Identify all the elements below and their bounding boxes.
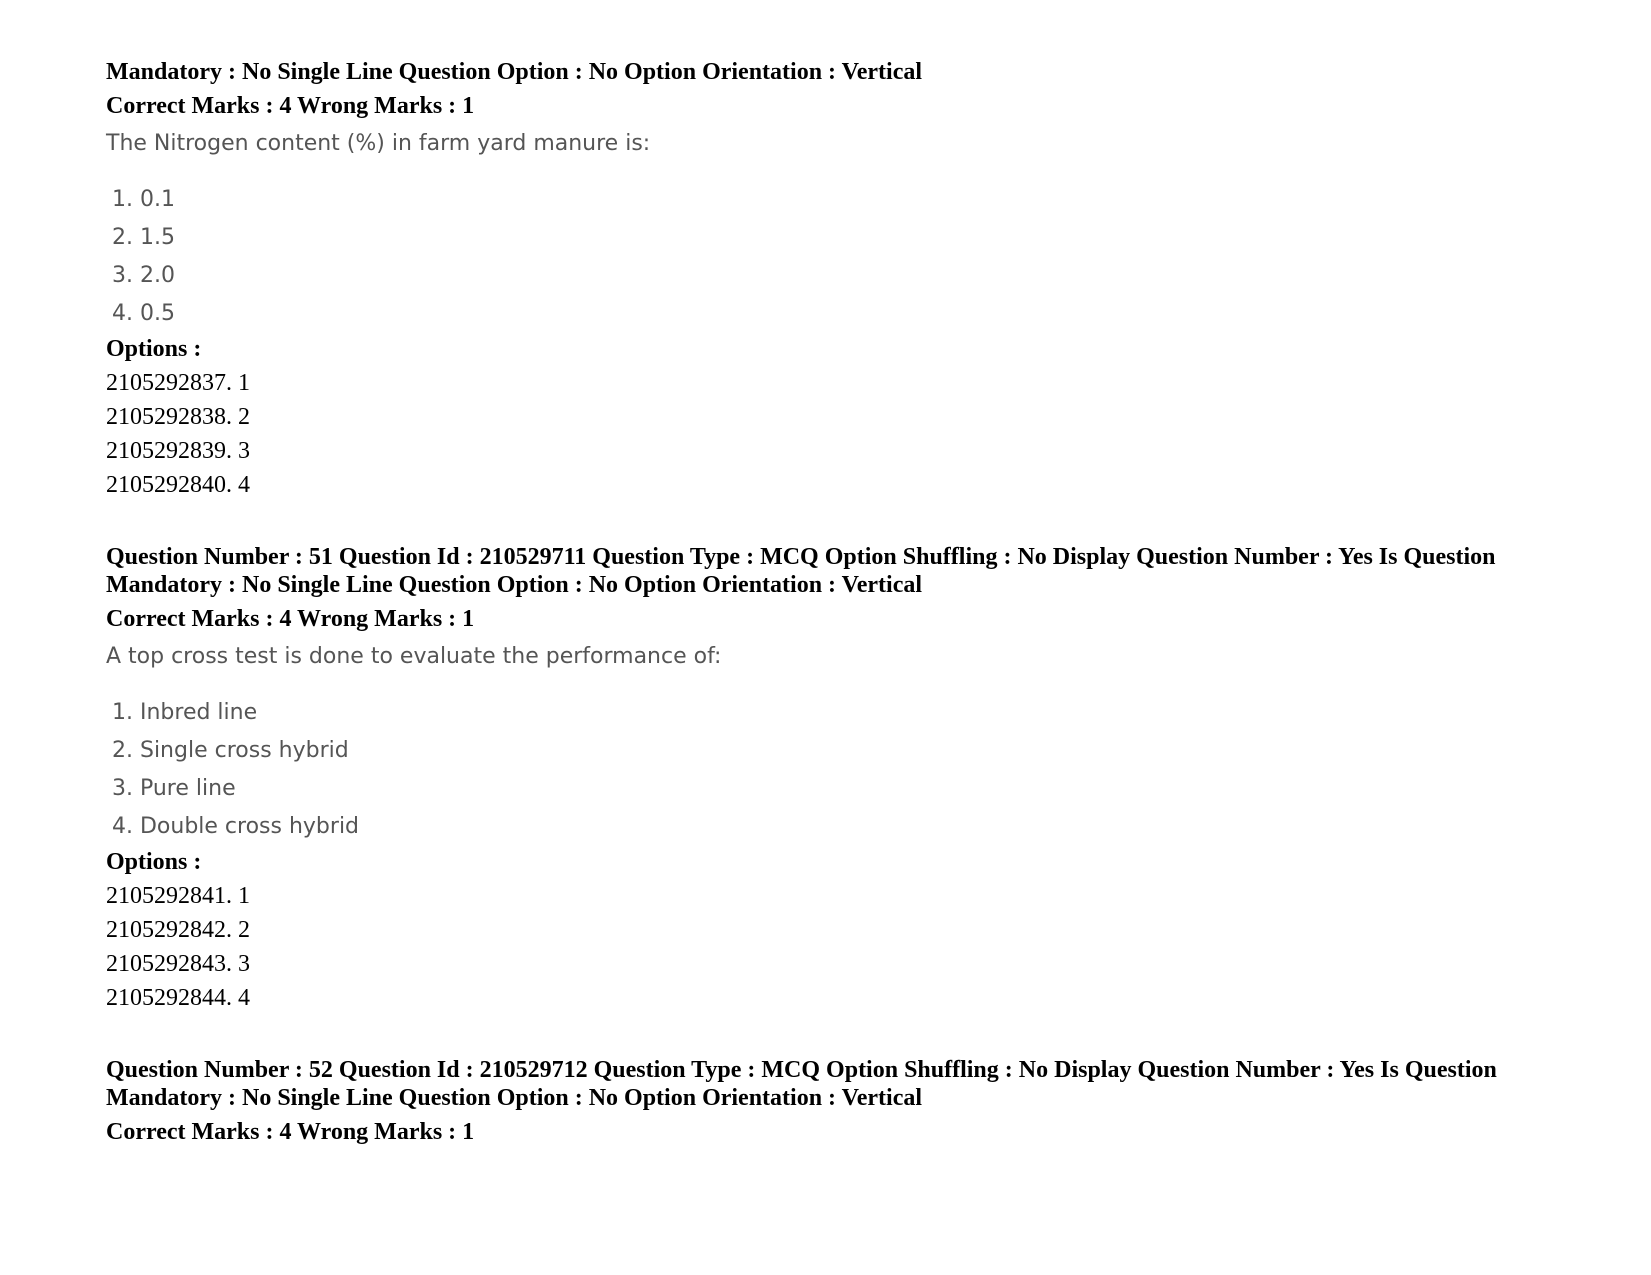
answer-choice: 3. Pure line xyxy=(112,776,236,801)
question-meta-line: Mandatory : No Single Line Question Option : No Option Orientation : Vertical xyxy=(106,572,923,598)
question-text: A top cross test is done to evaluate the performance of: xyxy=(106,644,722,669)
option-id: 2105292837. 1 xyxy=(106,370,250,396)
option-id: 2105292842. 2 xyxy=(106,917,250,943)
option-id: 2105292839. 3 xyxy=(106,438,250,464)
question-meta-line: Question Number : 51 Question Id : 210529711 Question Type : MCQ Option Shuffling : No Display Question Number : Yes Is Question xyxy=(106,544,1496,570)
option-id: 2105292838. 2 xyxy=(106,404,250,430)
answer-choice: 3. 2.0 xyxy=(112,263,175,288)
option-id: 2105292841. 1 xyxy=(106,883,250,909)
question-block-51 xyxy=(106,543,1586,1018)
option-id: 2105292840. 4 xyxy=(106,472,250,498)
answer-choices xyxy=(106,699,1586,851)
answer-choice: 2. 1.5 xyxy=(112,225,175,250)
options-heading: Options : xyxy=(106,849,202,875)
question-text: The Nitrogen content (%) in farm yard manure is: xyxy=(106,131,651,156)
question-marks: Correct Marks : 4 Wrong Marks : 1 xyxy=(106,606,475,632)
answer-choice: 1. Inbred line xyxy=(112,700,258,725)
answer-choice: 4. 0.5 xyxy=(112,301,175,326)
answer-choice: 1. 0.1 xyxy=(112,187,175,212)
question-marks: Correct Marks : 4 Wrong Marks : 1 xyxy=(106,93,475,119)
option-ids xyxy=(106,369,1586,505)
question-paper-page xyxy=(106,58,1586,1146)
option-ids xyxy=(106,882,1586,1018)
question-block-52 xyxy=(106,1056,1586,1146)
question-meta-line: Question Number : 52 Question Id : 210529712 Question Type : MCQ Option Shuffling : No Display Question Number : Yes Is Question xyxy=(106,1057,1497,1083)
question-block-50 xyxy=(106,58,1586,505)
question-marks: Correct Marks : 4 Wrong Marks : 1 xyxy=(106,1119,475,1145)
options-heading: Options : xyxy=(106,336,202,362)
option-id: 2105292843. 3 xyxy=(106,951,250,977)
answer-choice: 2. Single cross hybrid xyxy=(112,738,349,763)
answer-choices xyxy=(106,186,1586,338)
question-meta-line: Mandatory : No Single Line Question Option : No Option Orientation : Vertical xyxy=(106,1085,923,1111)
answer-choice: 4. Double cross hybrid xyxy=(112,814,360,839)
option-id: 2105292844. 4 xyxy=(106,985,250,1011)
question-meta-line: Mandatory : No Single Line Question Option : No Option Orientation : Vertical xyxy=(106,59,923,85)
